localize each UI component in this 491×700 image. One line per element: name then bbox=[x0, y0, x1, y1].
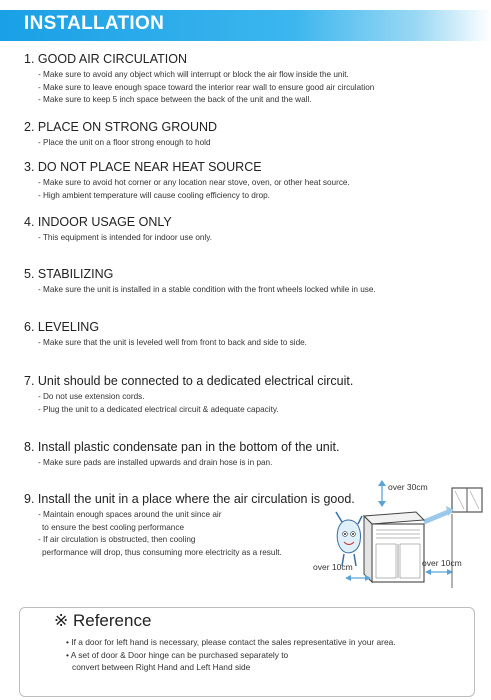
section-title: 4. INDOOR USAGE ONLY bbox=[24, 215, 172, 229]
bullet-text: - Place the unit on a floor strong enough to hold bbox=[38, 138, 211, 147]
bullet-text: - Make sure the unit is installed in a stable condition with the front wheels locked while in use. bbox=[38, 285, 376, 294]
air-conditioner-unit bbox=[364, 512, 424, 582]
reference-box bbox=[19, 607, 475, 697]
bullet-text: - Make sure pads are installed upwards and drain hose is in pan. bbox=[38, 458, 273, 467]
bullet-text: - Plug the unit to a dedicated electrical circuit & adequate capacity. bbox=[38, 404, 279, 414]
bullet-text: to ensure the best cooling performance bbox=[42, 522, 185, 532]
right-clearance-label: over 10cm bbox=[422, 558, 462, 568]
section-leveling bbox=[24, 320, 464, 350]
rear-clearance-arrow bbox=[424, 506, 454, 522]
reference-item: • A set of door & Door hinge can be purchased separately to bbox=[66, 649, 289, 660]
bullet-text: performance will drop, thus consuming more electricity as a result. bbox=[42, 547, 282, 557]
bullet-text: - If air circulation is obstructed, then cooling bbox=[38, 535, 196, 545]
section-title: 9. Install the unit in a place where the air circulation is good. bbox=[24, 492, 355, 506]
top-clearance-arrow bbox=[378, 480, 386, 507]
bullet-text: - Do not use extension cords. bbox=[38, 392, 145, 401]
window-icon bbox=[452, 488, 482, 512]
right-clearance-arrow bbox=[425, 569, 453, 575]
clearance-illustration bbox=[312, 478, 486, 590]
section-strong-ground bbox=[24, 120, 464, 150]
mascot-icon bbox=[336, 512, 362, 566]
section-dedicated-circuit bbox=[24, 374, 464, 416]
section-title: 1. GOOD AIR CIRCULATION bbox=[24, 52, 187, 66]
section-title: 5. STABILIZING bbox=[24, 267, 114, 281]
section-title: 2. PLACE ON STRONG GROUND bbox=[24, 120, 218, 134]
section-stabilizing bbox=[24, 267, 464, 297]
bullet-text: - Maintain enough spaces around the unit since air bbox=[38, 510, 222, 519]
section-title: 3. DO NOT PLACE NEAR HEAT SOURCE bbox=[24, 160, 262, 174]
page-title: INSTALLATION bbox=[24, 13, 165, 34]
section-indoor-usage bbox=[24, 215, 464, 245]
bullet-text: - This equipment is intended for indoor use only. bbox=[38, 233, 213, 242]
bullet-text: - Make sure to keep 5 inch space between the back of the unit and the wall. bbox=[38, 95, 312, 105]
section-condensate-pan bbox=[24, 440, 464, 470]
section-title: 7. Unit should be connected to a dedicated electrical circuit. bbox=[24, 374, 354, 388]
top-clearance-label: over 30cm bbox=[388, 482, 428, 492]
section-title: 8. Install plastic condensate pan in the bottom of the unit. bbox=[24, 440, 340, 454]
left-clearance-label: over 10cm bbox=[313, 562, 353, 572]
bullet-text: - Make sure that the unit is leveled well from front to back and side to side. bbox=[38, 338, 307, 347]
reference-item: • If a door for left hand is necessary, please contact the sales representative in your area. bbox=[66, 637, 396, 647]
bullet-text: - Make sure to avoid hot corner or any location near stove, oven, or other heat source. bbox=[38, 178, 350, 187]
header-banner bbox=[0, 10, 491, 41]
section-title: 6. LEVELING bbox=[24, 320, 100, 334]
section-heat-source bbox=[24, 160, 464, 202]
bullet-text: - Make sure to leave enough space toward the interior rear wall to ensure good air circulation bbox=[38, 82, 375, 92]
reference-item: convert between Right Hand and Left Hand side bbox=[72, 662, 251, 673]
reference-title: ※ Reference bbox=[54, 611, 152, 630]
clearance-diagram bbox=[312, 478, 486, 590]
section-good-air-circulation bbox=[24, 52, 464, 107]
bullet-text: - Make sure to avoid any object which will interrupt or block the air flow inside the unit. bbox=[38, 70, 349, 79]
reference-list bbox=[66, 636, 396, 674]
bullet-text: - High ambient temperature will cause cooling efficiency to drop. bbox=[38, 190, 270, 200]
